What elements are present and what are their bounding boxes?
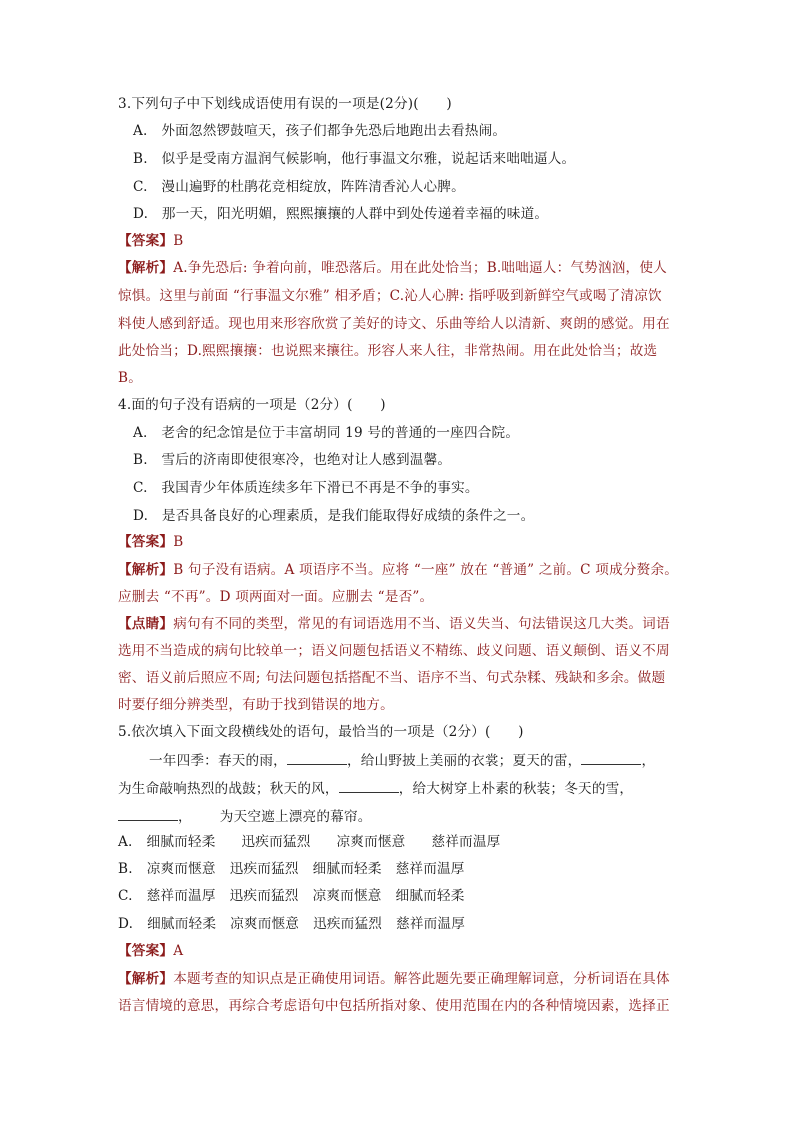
q3-analysis-line: 此处恰当；D.熙熙攘攘：也说熙来攘往。形容人来人往，非常热闹。用在此处恰当；故选: [118, 343, 658, 359]
passage-text: ，: [178, 809, 192, 825]
passage-text: ，: [641, 753, 656, 769]
q3-option-a: A. 外面忽然锣鼓喧天，孩子们都争先恐后地跑出去看热闹。: [133, 123, 507, 139]
q5-analysis-line: [118, 970, 670, 988]
q3-option-b: B. 似乎是受南方温润气候影响，他行事温文尔雅，说起话来咄咄逼人。: [133, 151, 576, 167]
q4-stem: 4.面的句子没有语病的一项是（2分）( ): [118, 397, 386, 413]
option-phrase: 迅疾而猛烈: [313, 916, 383, 932]
q4-analysis-line: 应删去 “不再”。D 项两面对一面。应删去 “是否”。: [118, 589, 434, 605]
q5-option-d: [118, 915, 465, 933]
q5-answer: [118, 942, 183, 960]
q4-option-d: D. 是否具备良好的心理素质，是我们能取得好成绩的条件之一。: [133, 508, 535, 524]
q4-comment-line: 选用不当造成的病句比较单一；语义问题包括语义不精练、歧义问题、语义颠倒、语义不周: [118, 643, 670, 659]
fill-blank: [287, 750, 347, 765]
option-letter: B.: [118, 861, 133, 877]
answer-value: A: [173, 943, 184, 959]
q4-comment-line: 时要仔细分辨类型，有助于找到错误的地方。: [118, 697, 394, 713]
q4-comment-line: 密、语义前后照应不周; 句法问题包括搭配不当、语序不当、句式杂糅、残缺和多余。做题: [118, 670, 666, 686]
option-phrase: 细腻而轻柔: [312, 861, 382, 877]
comment-tag: 【点睛】: [118, 616, 174, 632]
q3-option-d: D. 那一天，阳光明媚，熙熙攘攘的人群中到处传递着幸福的味道。: [133, 206, 549, 222]
option-phrase: 细腻而轻柔: [146, 834, 216, 850]
answer-tag: 【答案】: [118, 534, 174, 550]
passage-text: ，给大树穿上朴素的秋装；冬天的雪，: [398, 781, 634, 797]
option-phrase: 慈祥而温厚: [395, 861, 465, 877]
q3-analysis-line: 料使人感到舒适。现也用来形容欣赏了美好的诗文、乐曲等给人以清新、爽朗的感觉。用在: [118, 316, 670, 332]
option-phrase: 凉爽而惬意: [312, 888, 382, 904]
q5-stem: 5.依次填入下面文段横线处的语句，最恰当的一项是（2分）( ): [118, 724, 524, 740]
q5-analysis-line: 语言情境的意思，再综合考虑语句中包括所指对象、使用范围在内的各种情境因素，选择正: [118, 998, 670, 1014]
q4-option-c: C. 我国青少年体质连续多年下滑已不再是不争的事实。: [133, 480, 479, 496]
answer-tag: 【答案】: [118, 233, 174, 249]
q4-analysis-line: [118, 561, 678, 579]
passage-text: 为天空遮上漂亮的幕帘。: [219, 809, 372, 825]
option-phrase: 凉爽而惬意: [230, 916, 300, 932]
comment-text: 病句有不同的类型，常见的有词语选用不当、语义失当、句法错误这几大类。词语: [173, 616, 670, 632]
q5-passage-line: [118, 806, 372, 826]
q5-passage-line: [149, 750, 655, 770]
analysis-tag: 【解析】: [118, 971, 174, 987]
q3-analysis-line: [118, 259, 667, 277]
q4-answer: [118, 533, 183, 551]
q5-option-c: [118, 887, 465, 905]
analysis-tag: 【解析】: [118, 562, 174, 578]
option-phrase: 细腻而轻柔: [395, 888, 465, 904]
answer-tag: 【答案】: [118, 943, 174, 959]
option-phrase: 慈祥而温厚: [396, 916, 466, 932]
q4-option-b: B. 雪后的济南即使很寒冷，也绝对让人感到温馨。: [133, 452, 452, 468]
option-phrase: 迅疾而猛烈: [229, 861, 299, 877]
q4-option-a: A. 老舍的纪念馆是位于丰富胡同 19 号的普通的一座四合院。: [133, 425, 520, 441]
q3-option-c: C. 漫山遍野的杜鹃花竞相绽放，阵阵清香沁人心脾。: [133, 179, 465, 195]
passage-text: 为生命敲响热烈的战鼓；秋天的风，: [118, 781, 339, 797]
q3-analysis-line: B。: [118, 370, 142, 386]
option-letter: C.: [118, 888, 133, 904]
option-letter: A.: [118, 834, 133, 850]
passage-text: 一年四季：春天的雨，: [149, 753, 287, 769]
analysis-text: 本题考查的知识点是正确使用词语。解答此题先要正确理解词意，分析词语在具体: [173, 971, 670, 987]
option-phrase: 慈祥而温厚: [146, 888, 216, 904]
fill-blank: [581, 750, 641, 765]
q5-option-a: [118, 833, 500, 851]
option-phrase: 凉爽而惬意: [336, 834, 406, 850]
q3-answer: [118, 232, 183, 250]
q3-stem: 3.下列句子中下划线成语使用有误的一项是(2分)( ): [118, 96, 452, 112]
answer-value: B: [173, 233, 184, 249]
option-phrase: 迅疾而猛烈: [229, 888, 299, 904]
analysis-text: B 句子没有语病。A 项语序不当。应将 “一座” 放在 “普通” 之前。C 项成分赘余。: [173, 562, 679, 578]
option-letter: D.: [118, 916, 134, 932]
option-phrase: 迅疾而猛烈: [241, 834, 311, 850]
analysis-tag: 【解析】: [118, 260, 174, 276]
option-phrase: 凉爽而惬意: [146, 861, 216, 877]
q5-passage-line: [118, 778, 633, 798]
q4-comment-line: [118, 615, 670, 633]
passage-text: ，给山野披上美丽的衣裳；夏天的雷，: [346, 753, 582, 769]
q3-analysis-line: 惊惧。这里与前面 “行事温文尔雅” 相矛盾；C.沁人心脾: 指呼吸到新鲜空气或喝了清凉饮: [118, 288, 662, 304]
q5-option-b: [118, 860, 465, 878]
analysis-text: A.争先恐后: 争着向前，唯恐落后。用在此处恰当；B.咄咄逼人：气势汹汹，使人: [173, 260, 667, 276]
answer-value: B: [173, 534, 184, 550]
fill-blank: [339, 778, 399, 793]
option-phrase: 细腻而轻柔: [147, 916, 217, 932]
option-phrase: 慈祥而温厚: [431, 834, 501, 850]
fill-blank: [118, 806, 178, 821]
